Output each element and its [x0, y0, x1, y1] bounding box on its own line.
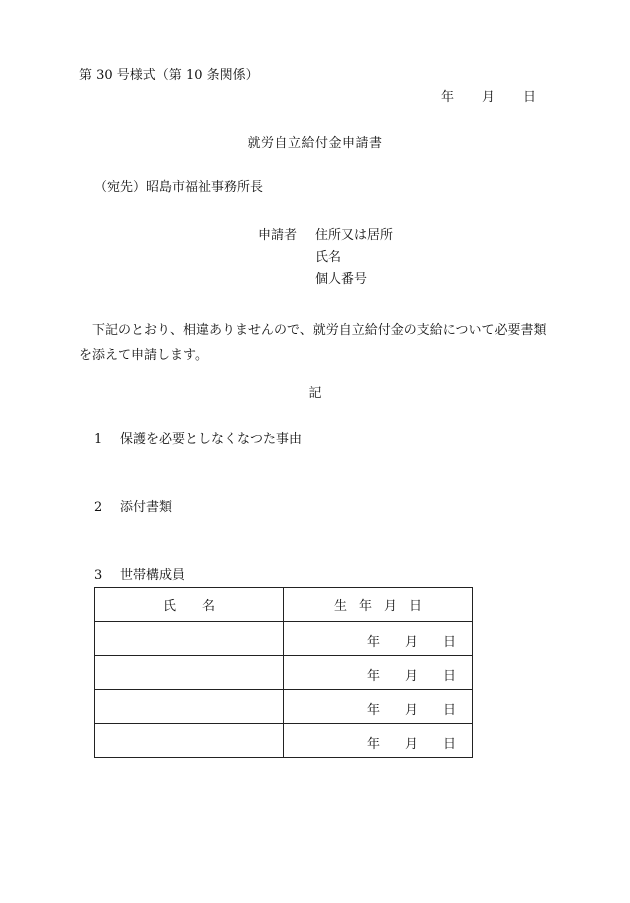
dob-month: 月 — [405, 635, 419, 650]
item-2-text: 添付書類 — [120, 500, 173, 515]
item-3-number: 3 — [94, 568, 103, 583]
item-2-number: 2 — [94, 500, 103, 515]
member-dob-cell[interactable] — [284, 690, 473, 724]
address-label: 住所又は居所 — [315, 228, 394, 243]
dob-day: 日 — [443, 669, 457, 684]
header-name-char: 氏 — [162, 599, 176, 614]
member-name-cell[interactable] — [95, 724, 284, 758]
addressee: （宛先）昭島市福祉事務所長 — [94, 180, 264, 195]
document-title: 就労自立給付金申請書 — [247, 136, 383, 151]
table-row — [95, 656, 473, 690]
dob-month: 月 — [405, 703, 419, 718]
date-month: 月 — [482, 90, 496, 105]
member-name-cell[interactable] — [95, 622, 284, 656]
household-table — [94, 587, 473, 758]
member-name-cell[interactable] — [95, 690, 284, 724]
member-dob-cell[interactable] — [284, 622, 473, 656]
dob-day: 日 — [443, 737, 457, 752]
table-row — [95, 622, 473, 656]
dob-year: 年 — [367, 635, 381, 650]
item-3 — [94, 568, 185, 584]
item-1 — [94, 432, 302, 448]
item-1-text: 保護を必要としなくなつた事由 — [120, 432, 303, 447]
name-label: 氏名 — [315, 250, 342, 265]
item-3-text: 世帯構成員 — [120, 568, 186, 583]
ki-heading: 記 — [308, 386, 322, 401]
dob-month: 月 — [405, 669, 419, 684]
member-dob-cell[interactable] — [284, 724, 473, 758]
dob-year: 年 — [367, 703, 381, 718]
form-number: 第 30 号様式（第 10 条関係） — [79, 68, 259, 83]
my-number-label: 個人番号 — [315, 272, 368, 287]
header-dob — [284, 588, 473, 622]
dob-year: 年 — [367, 669, 381, 684]
dob-day: 日 — [443, 703, 457, 718]
table-row — [95, 724, 473, 758]
item-2 — [94, 500, 172, 516]
date-day: 日 — [523, 90, 537, 105]
item-1-number: 1 — [94, 432, 103, 447]
member-dob-cell[interactable] — [284, 656, 473, 690]
header-dob-char: 生 — [333, 599, 347, 614]
table-row — [95, 690, 473, 724]
dob-month: 月 — [405, 737, 419, 752]
body-text: 下記のとおり、相違ありませんので、就労自立給付金の支給について必要書類を添えて申請します。 — [79, 323, 547, 363]
dob-year: 年 — [367, 737, 381, 752]
header-dob-char: 日 — [409, 599, 423, 614]
member-name-cell[interactable] — [95, 656, 284, 690]
header-name — [95, 588, 284, 622]
date-year: 年 — [441, 90, 455, 105]
applicant-label: 申請者 — [258, 228, 298, 243]
table-header-row — [95, 588, 473, 622]
dob-day: 日 — [443, 635, 457, 650]
date-line — [441, 90, 536, 106]
header-dob-char: 月 — [384, 599, 398, 614]
header-dob-char: 年 — [358, 599, 372, 614]
header-name-char: 名 — [202, 599, 216, 614]
